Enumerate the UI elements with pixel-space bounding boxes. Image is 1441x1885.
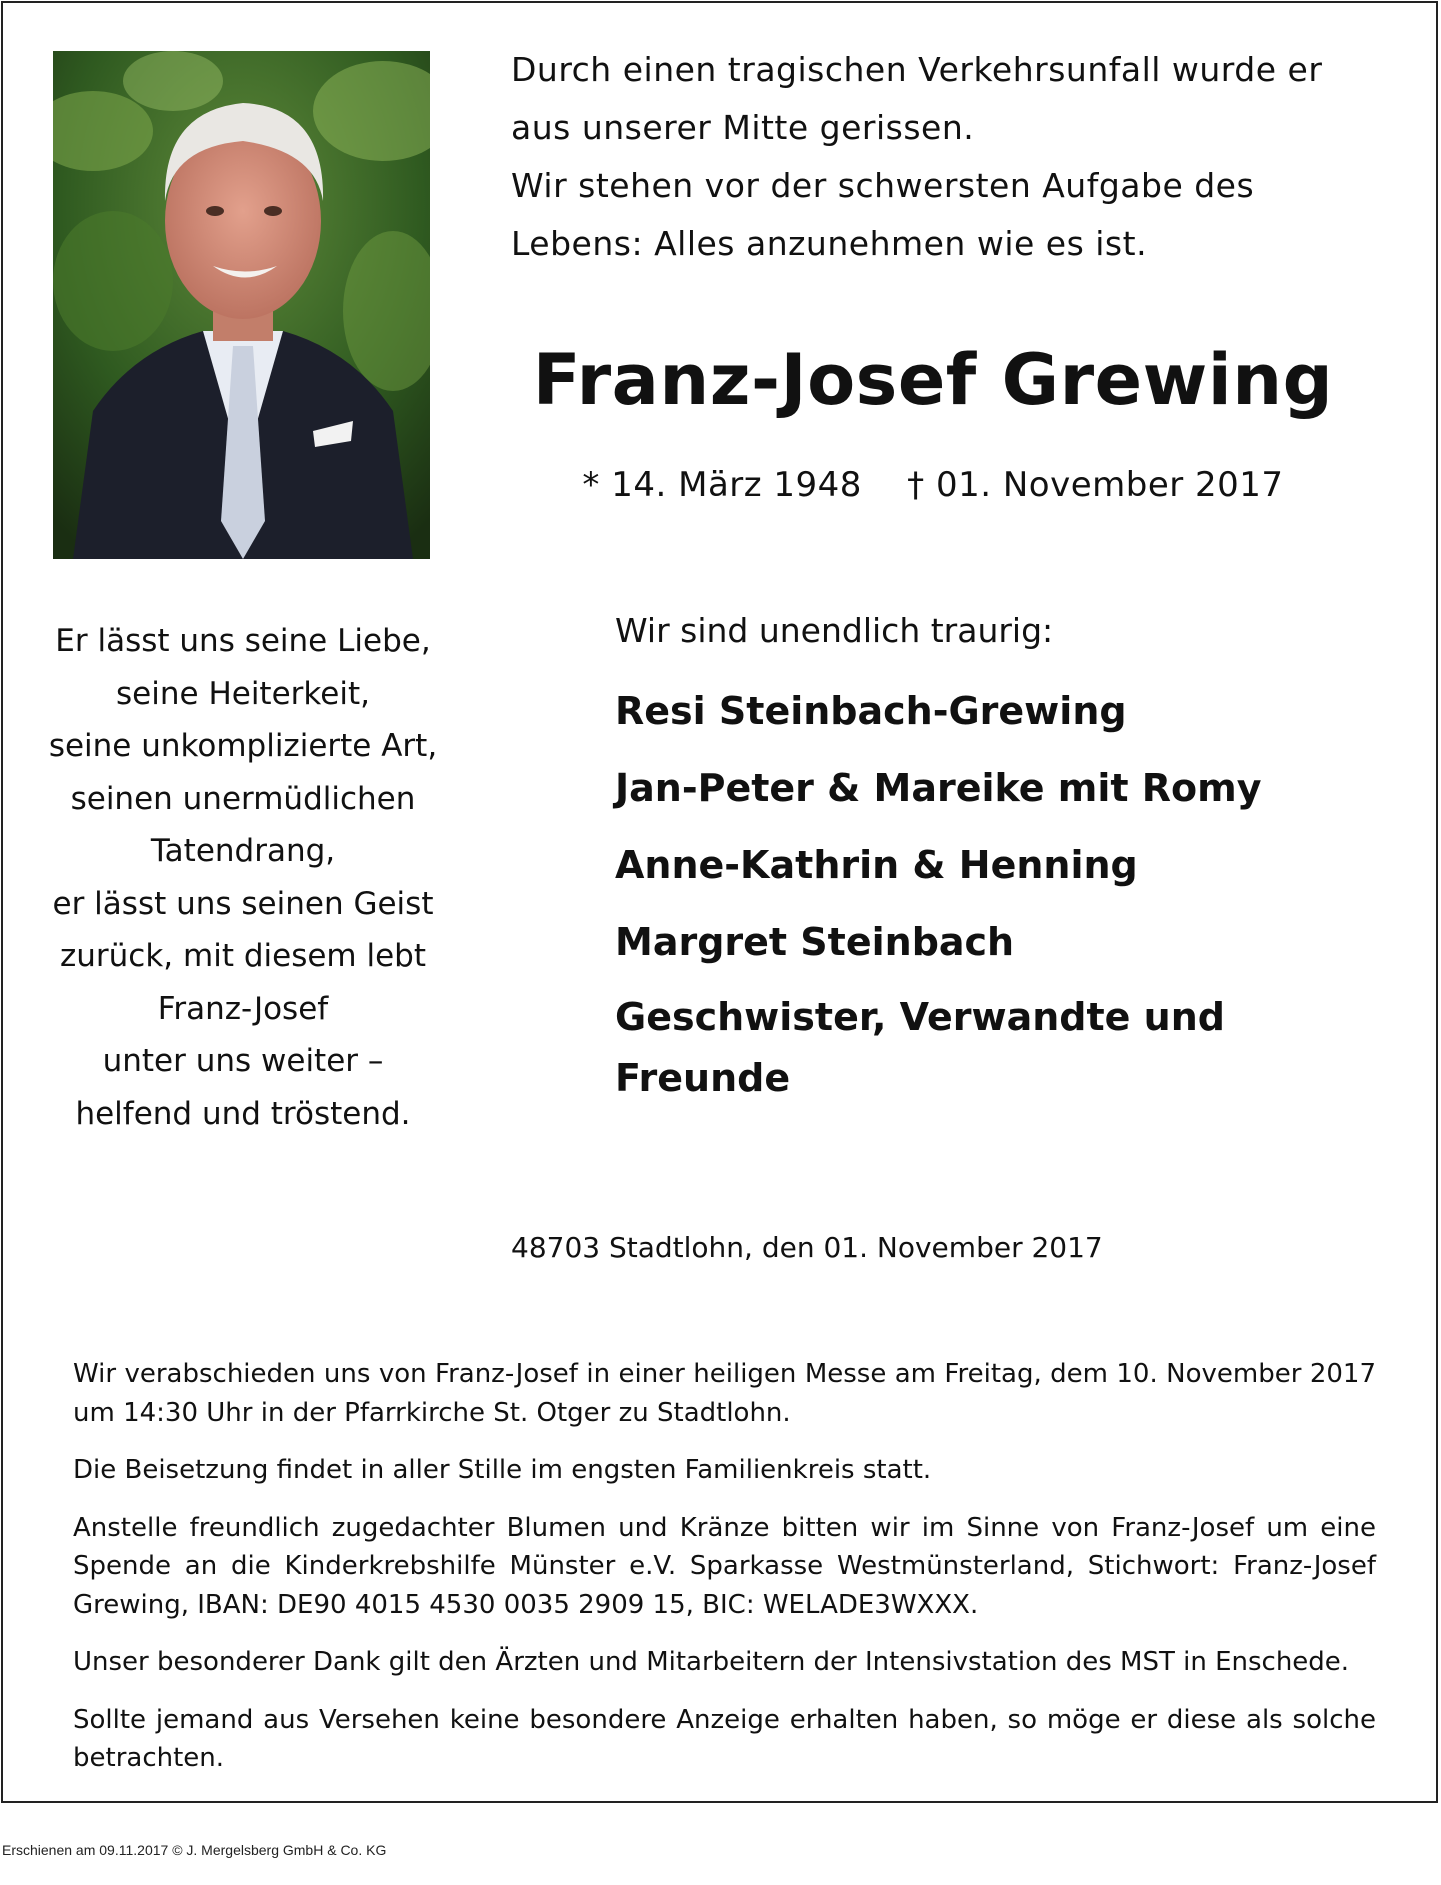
poem-line: er lässt uns seinen Geist [52, 885, 434, 922]
place-date: 48703 Stadtlohn, den 01. November 2017 [511, 1231, 1103, 1264]
poem-line: helfend und tröstend. [75, 1095, 411, 1132]
funeral-notes [73, 1355, 1376, 1797]
notice-frame [1, 1, 1438, 1803]
mourner-name: Anne-Kathrin & Henning [615, 843, 1138, 887]
poem-line: unter uns weiter – [102, 1043, 384, 1079]
mourner-name: Margret Steinbach [615, 920, 1015, 964]
note-paragraph: Wir verabschieden uns von Franz-Josef in einer heiligen Messe am Freitag, dem 10. November 2017 um 14:30 Uhr in der Pfarrkirche St. Otger zu Stadtlohn. [73, 1359, 1376, 1428]
mourner-name: Resi Steinbach-Grewing [615, 689, 1127, 733]
poem-line: zurück, mit diesem lebt [60, 938, 426, 974]
note-paragraph: Die Beisetzung findet in aller Stille im engsten Familienkreis statt. [73, 1455, 932, 1485]
mourners-list [615, 679, 1335, 1109]
poem-line: seinen unermüdlichen [70, 780, 416, 817]
note-paragraph: Anstelle freundlich zugedachter Blumen und Kränze bitten wir im Sinne von Franz-Josef um eine Spende an die Kinderkrebshilfe Münster e.V. Sparkasse Westmünsterland, Stichwort: Franz-Josef Grewing, IBAN: DE90 4015 4530 0035 2909 15, BIC: WELADE3WXXX. [73, 1512, 1376, 1620]
poem-line: Er lässt uns seine Liebe, [55, 623, 431, 659]
note-paragraph: Sollte jemand aus Versehen keine besondere Anzeige erhalten haben, so möge er diese als solche betrachten. [73, 1704, 1376, 1773]
mourners-intro: Wir sind unendlich traurig: [615, 611, 1054, 650]
deceased-name: Franz-Josef Grewing [532, 339, 1334, 421]
poem [33, 615, 453, 1140]
life-dates: * 14. März 1948 † 01. November 2017 [582, 465, 1284, 505]
portrait-photo [53, 51, 430, 559]
intro-text [511, 41, 1391, 273]
publication-footer: Erschienen am 09.11.2017 © J. Mergelsberg GmbH & Co. KG [2, 1842, 387, 1858]
intro-line-2: Wir stehen vor der schwersten Aufgabe des Lebens: Alles anzunehmen wie es ist. [511, 166, 1255, 263]
poem-line: Franz-Josef [157, 990, 329, 1027]
note-paragraph: Unser besonderer Dank gilt den Ärzten und Mitarbeitern der Intensivstation des MST in Enschede. [73, 1647, 1350, 1677]
poem-line: seine unkomplizierte Art, [48, 728, 438, 764]
poem-line: seine Heiterkeit, [116, 675, 370, 712]
mourners-closing: Geschwister, Verwandte und Freunde [615, 995, 1225, 1100]
poem-line: Tatendrang, [150, 833, 336, 869]
intro-line-1: Durch einen tragischen Verkehrsunfall wurde er aus unserer Mitte gerissen. [511, 50, 1323, 147]
mourner-name: Jan-Peter & Mareike mit Romy [615, 766, 1262, 810]
